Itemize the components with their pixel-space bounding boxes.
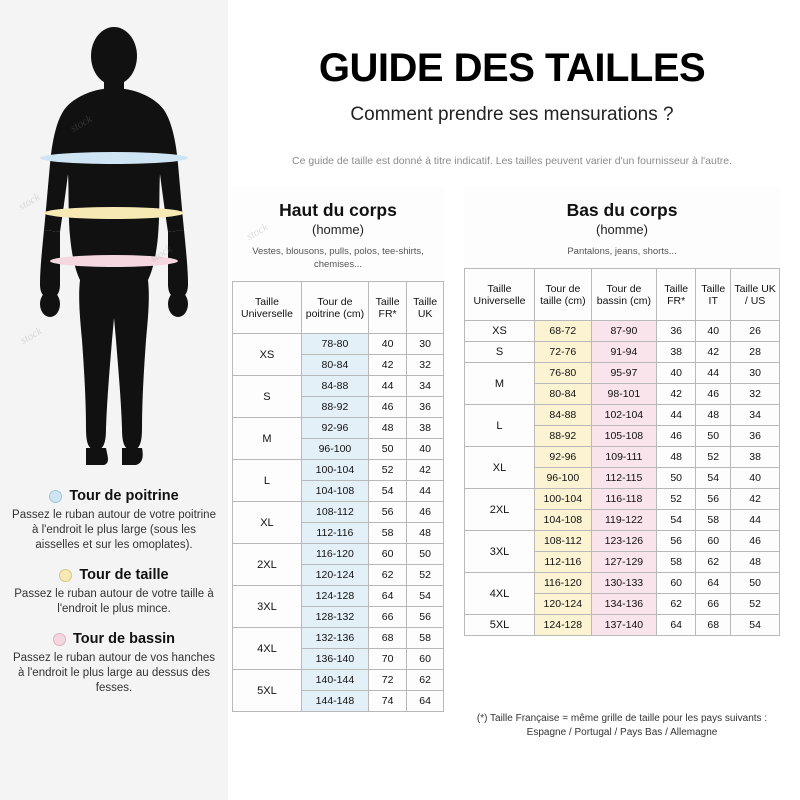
table-cell: 56 [657,531,696,552]
table-cell: 64 [657,615,696,636]
table-cell: 56 [368,502,406,523]
table-cell: 95-97 [591,363,656,384]
legend-waist-title: Tour de taille [79,567,169,583]
lower-body-table [464,268,780,636]
male-silhouette-svg [0,18,228,478]
table-header-row [465,269,780,321]
col-hips: Tour de bassin (cm) [591,269,656,321]
legend-waist-head [10,567,218,583]
legend-list [0,488,228,710]
table-cell: 40 [731,468,780,489]
body-silhouette [0,18,228,478]
watermark: stock [16,191,43,213]
cell-universal-size: 2XL [465,489,535,531]
table-cell: 127-129 [591,552,656,573]
table-cell: 52 [368,460,406,481]
table-cell: 66 [368,607,406,628]
legend-item-chest [0,488,228,553]
table-cell: 50 [696,426,731,447]
table-cell: 137-140 [591,615,656,636]
table-cell: 100-104 [301,460,368,481]
table-cell: 40 [407,439,444,460]
table-row [233,628,444,649]
table-cell: 42 [657,384,696,405]
table-cell: 64 [368,586,406,607]
cell-universal-size: XS [465,321,535,342]
hips-band [50,255,178,267]
table-cell: 62 [368,565,406,586]
legend-item-hips [0,631,228,696]
table-cell: 124-128 [301,586,368,607]
table-cell: 116-120 [534,573,591,594]
chest-band [40,152,188,164]
col-fr: Taille FR* [368,282,406,334]
legend-chest-head [10,488,218,504]
footnote-text: (*) Taille Française = même grille de taille pour les pays suivants : Espagne / Portugal / Pays Bas / Allemagne [476,713,768,738]
table-cell: 96-100 [534,468,591,489]
table-cell: 88-92 [534,426,591,447]
watermark: stock [244,221,271,243]
waist-color-dot-icon [59,569,72,582]
col-fr: Taille FR* [657,269,696,321]
legend-hips-text: Passez le ruban autour de vos hanches à l'endroit le plus large au dessus des fesses. [12,652,216,694]
table-cell: 48 [731,552,780,573]
lower-body-desc: Pantalons, jeans, shorts... [567,246,677,257]
table-cell: 134-136 [591,594,656,615]
upper-body-subtitle: (homme) [311,222,364,237]
cell-universal-size: M [465,363,535,405]
table-row [465,405,780,426]
table-cell: 32 [731,384,780,405]
table-cell: 123-126 [591,531,656,552]
table-cell: 74 [368,691,406,712]
table-cell: 42 [407,460,444,481]
table-cell: 120-124 [301,565,368,586]
table-cell: 62 [696,552,731,573]
table-cell: 66 [696,594,731,615]
lower-body-subtitle: (homme) [595,222,648,237]
table-cell: 50 [407,544,444,565]
table-cell: 87-90 [591,321,656,342]
cell-universal-size: 3XL [233,586,302,628]
table-cell: 58 [407,628,444,649]
cell-universal-size: 3XL [465,531,535,573]
legend-chest-title: Tour de poitrine [69,488,179,504]
table-row [233,544,444,565]
table-cell: 60 [696,531,731,552]
table-cell: 32 [407,355,444,376]
table-cell: 46 [407,502,444,523]
table-cell: 119-122 [591,510,656,531]
table-cell: 105-108 [591,426,656,447]
table-cell: 92-96 [534,447,591,468]
table-row [233,460,444,481]
table-row [233,502,444,523]
table-cell: 54 [368,481,406,502]
table-cell: 80-84 [534,384,591,405]
col-universal-size: Taille Universelle [233,282,302,334]
table-row [465,363,780,384]
table-row [233,334,444,355]
table-cell: 56 [696,489,731,510]
table-cell: 60 [368,544,406,565]
upper-body-title: Haut du corps [279,200,397,220]
cell-universal-size: XS [233,334,302,376]
table-cell: 48 [407,523,444,544]
table-cell: 40 [657,363,696,384]
table-cell: 52 [696,447,731,468]
page-title: GUIDE DES TAILLES [318,46,706,90]
table-cell: 76-80 [534,363,591,384]
table-cell: 68 [368,628,406,649]
table-cell: 80-84 [301,355,368,376]
table-cell: 44 [731,510,780,531]
table-cell: 100-104 [534,489,591,510]
legend-chest-text: Passez le ruban autour de votre poitrine à l'endroit le plus large (sous les aisselles et sur les omoplates). [12,509,216,551]
cell-universal-size: L [233,460,302,502]
table-cell: 42 [696,342,731,363]
table-cell: 44 [696,363,731,384]
table-row [465,573,780,594]
watermark: stock [18,325,45,347]
cell-universal-size: XL [233,502,302,544]
cell-universal-size: S [233,376,302,418]
table-row [465,531,780,552]
table-cell: 140-144 [301,670,368,691]
table-cell: 38 [731,447,780,468]
table-row [465,615,780,636]
hips-color-dot-icon [53,633,66,646]
table-cell: 104-108 [301,481,368,502]
table-cell: 130-133 [591,573,656,594]
upper-body-tbody [233,334,444,712]
table-row [233,670,444,691]
cell-universal-size: 4XL [233,628,302,670]
table-cell: 44 [368,376,406,397]
table-cell: 52 [407,565,444,586]
col-waist: Tour de taille (cm) [534,269,591,321]
table-cell: 44 [407,481,444,502]
col-uk-us: Taille UK / US [731,269,780,321]
table-cell: 38 [407,418,444,439]
table-cell: 54 [731,615,780,636]
table-cell: 48 [696,405,731,426]
table-cell: 64 [407,691,444,712]
table-row [233,376,444,397]
table-cell: 92-96 [301,418,368,439]
table-cell: 46 [696,384,731,405]
table-cell: 112-116 [534,552,591,573]
col-universal-size: Taille Universelle [465,269,535,321]
table-cell: 40 [368,334,406,355]
table-cell: 68-72 [534,321,591,342]
legend-waist-text: Passez le ruban autour de votre taille à l'endroit le plus mince. [14,588,214,615]
table-cell: 96-100 [301,439,368,460]
table-cell: 68 [696,615,731,636]
table-cell: 108-112 [301,502,368,523]
table-cell: 36 [657,321,696,342]
table-cell: 120-124 [534,594,591,615]
table-row [465,321,780,342]
disclaimer-text: Ce guide de taille est donné à titre indicatif. Les tailles peuvent varier d'un fournisseur à l'autre. [291,155,732,167]
table-cell: 78-80 [301,334,368,355]
table-cell: 46 [731,531,780,552]
table-cell: 50 [368,439,406,460]
table-cell: 84-88 [301,376,368,397]
silhouette-panel [0,0,228,800]
watermark: stock [68,113,95,135]
table-cell: 28 [731,342,780,363]
table-cell: 26 [731,321,780,342]
col-chest: Tour de poitrine (cm) [301,282,368,334]
table-cell: 30 [407,334,444,355]
table-cell: 109-111 [591,447,656,468]
table-cell: 98-101 [591,384,656,405]
table-cell: 46 [368,397,406,418]
legend-hips-title: Tour de bassin [72,631,176,647]
table-cell: 38 [657,342,696,363]
table-row [233,418,444,439]
table-cell: 116-120 [301,544,368,565]
table-cell: 104-108 [534,510,591,531]
table-cell: 52 [731,594,780,615]
table-cell: 70 [368,649,406,670]
cell-universal-size: 5XL [233,670,302,712]
table-cell: 42 [731,489,780,510]
table-cell: 132-136 [301,628,368,649]
table-cell: 48 [657,447,696,468]
table-cell: 64 [696,573,731,594]
legend-hips-head [10,631,218,647]
table-cell: 62 [657,594,696,615]
cell-universal-size: 2XL [233,544,302,586]
table-cell: 112-116 [301,523,368,544]
table-cell: 36 [407,397,444,418]
table-cell: 62 [407,670,444,691]
cell-universal-size: L [465,405,535,447]
table-cell: 30 [731,363,780,384]
table-cell: 34 [731,405,780,426]
table-row [465,447,780,468]
cell-universal-size: S [465,342,535,363]
table-header-row [233,282,444,334]
chest-color-dot-icon [49,490,62,503]
table-row [465,489,780,510]
table-cell: 50 [731,573,780,594]
table-cell: 58 [657,552,696,573]
table-cell: 144-148 [301,691,368,712]
table-cell: 84-88 [534,405,591,426]
table-cell: 48 [368,418,406,439]
table-cell: 58 [696,510,731,531]
upper-body-table [232,281,444,712]
table-cell: 102-104 [591,405,656,426]
table-cell: 54 [657,510,696,531]
table-row [233,586,444,607]
watermark: stock [148,243,175,265]
table-cell: 72 [368,670,406,691]
table-cell: 42 [368,355,406,376]
table-cell: 34 [407,376,444,397]
table-cell: 36 [731,426,780,447]
cell-universal-size: XL [465,447,535,489]
table-cell: 60 [407,649,444,670]
table-cell: 72-76 [534,342,591,363]
table-cell: 128-132 [301,607,368,628]
table-cell: 56 [407,607,444,628]
page-subtitle: Comment prendre ses mensurations ? [350,104,674,125]
cell-universal-size: M [233,418,302,460]
table-cell: 44 [657,405,696,426]
table-cell: 40 [696,321,731,342]
lower-body-card [464,186,780,636]
table-cell: 136-140 [301,649,368,670]
col-uk: Taille UK [407,282,444,334]
table-cell: 58 [368,523,406,544]
table-cell: 112-115 [591,468,656,489]
table-cell: 46 [657,426,696,447]
upper-body-card [232,186,444,712]
waist-band [44,207,184,219]
table-cell: 88-92 [301,397,368,418]
lower-body-tbody [465,321,780,636]
table-cell: 116-118 [591,489,656,510]
col-it: Taille IT [696,269,731,321]
table-cell: 124-128 [534,615,591,636]
upper-body-desc: Vestes, blousons, pulls, polos, tee-shirts, chemises... [252,246,424,270]
table-cell: 108-112 [534,531,591,552]
table-row [465,342,780,363]
table-cell: 52 [657,489,696,510]
table-cell: 54 [407,586,444,607]
table-cell: 50 [657,468,696,489]
table-cell: 54 [696,468,731,489]
lower-body-title: Bas du corps [566,200,678,220]
cell-universal-size: 4XL [465,573,535,615]
legend-item-waist [0,567,228,617]
table-cell: 60 [657,573,696,594]
table-cell: 91-94 [591,342,656,363]
cell-universal-size: 5XL [465,615,535,636]
